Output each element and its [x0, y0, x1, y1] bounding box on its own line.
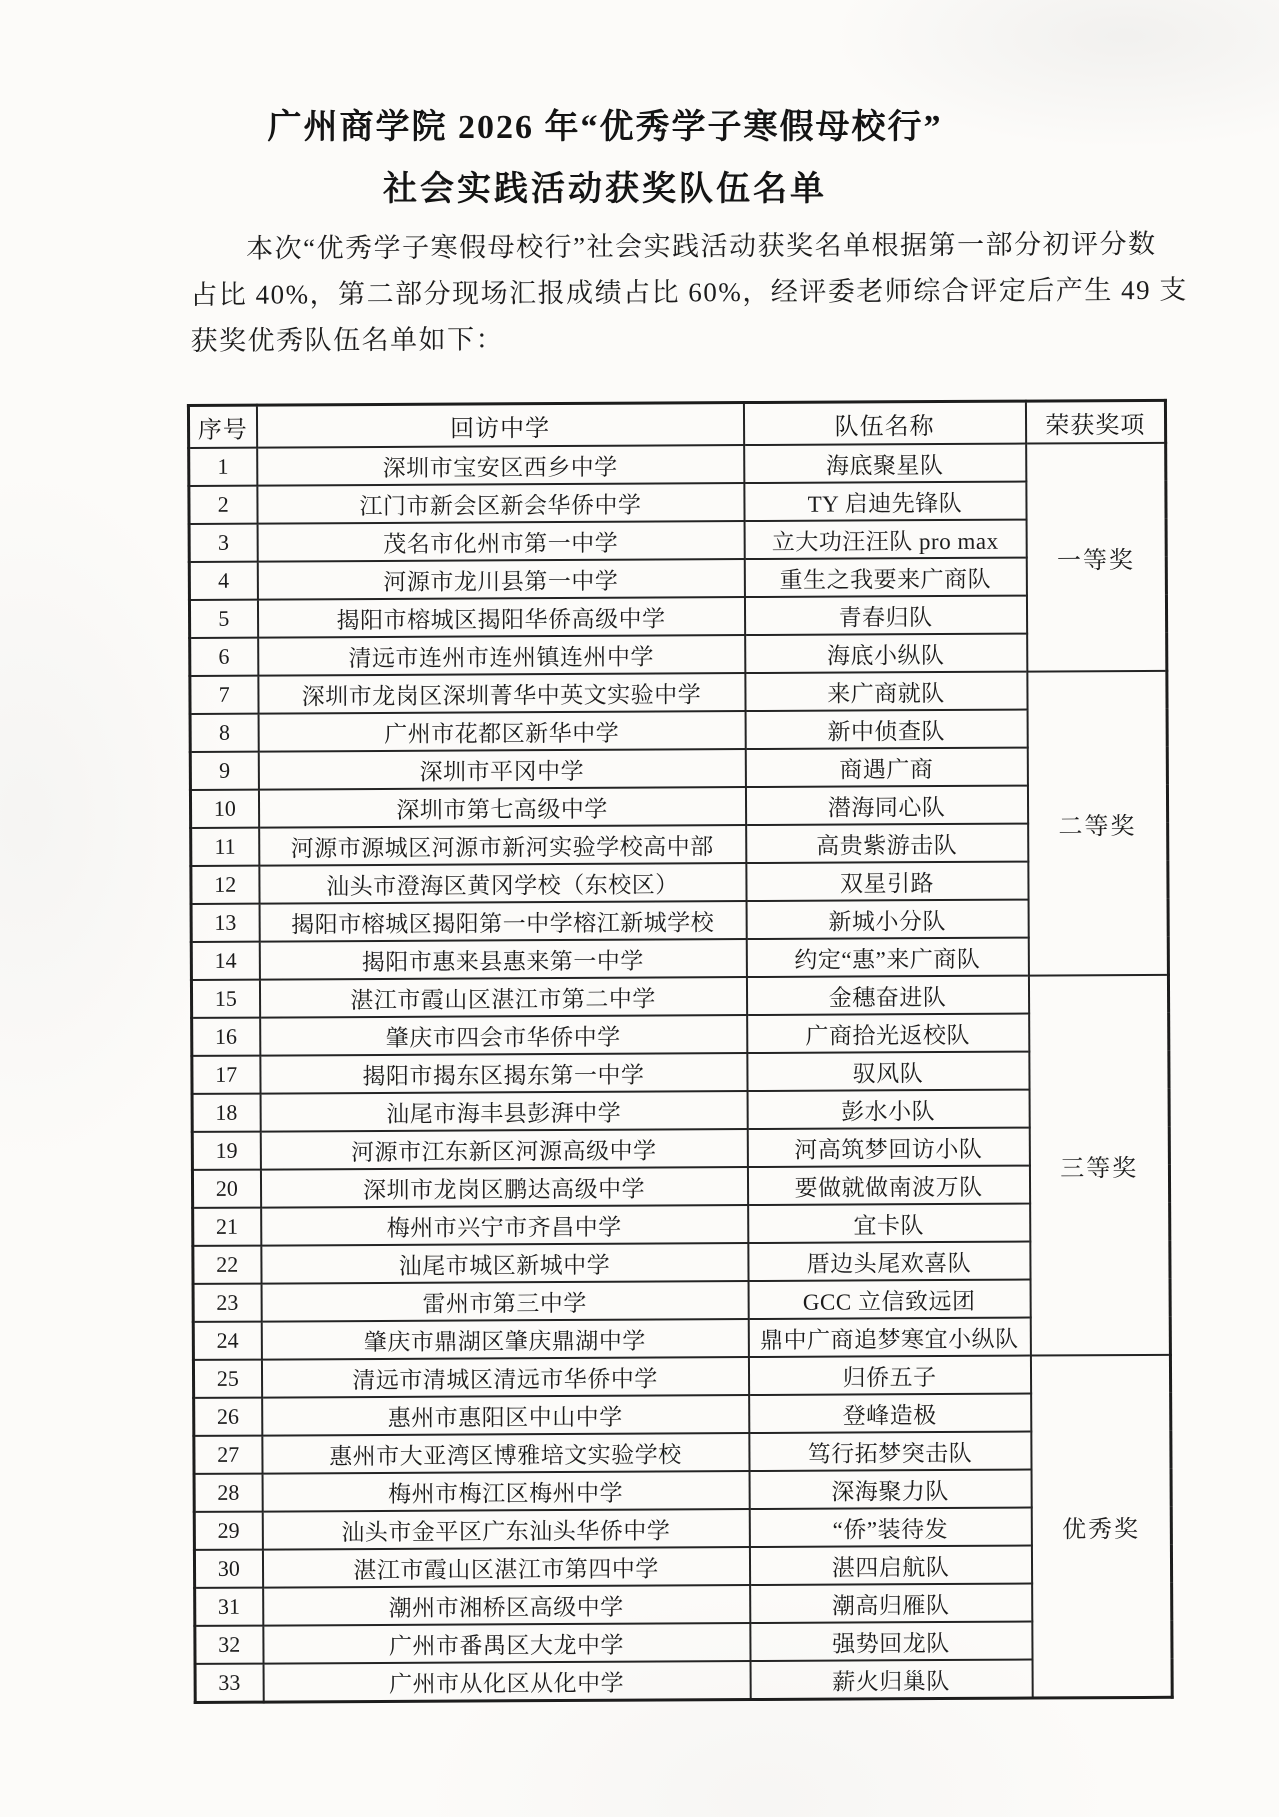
document-title-line2: 社会实践活动获奖队伍名单 — [383, 171, 827, 208]
school-cell: 深圳市第七高级中学 — [258, 787, 745, 828]
column-header-school: 回访中学 — [256, 403, 743, 448]
school-cell: 深圳市平冈中学 — [258, 749, 745, 790]
table-row — [192, 1127, 1169, 1170]
award-cell: 二等奖 — [1027, 671, 1169, 976]
table-row — [190, 785, 1167, 828]
team-cell: 海底聚星队 — [744, 444, 1026, 483]
row-number-cell: 30 — [194, 1550, 262, 1588]
row-number-cell: 32 — [195, 1626, 263, 1664]
team-cell: 新城小分队 — [746, 900, 1028, 939]
school-cell: 河源市龙川县第一中学 — [257, 559, 744, 600]
row-number-cell: 9 — [190, 752, 258, 790]
row-number-cell: 24 — [193, 1322, 261, 1360]
school-cell: 揭阳市榕城区揭阳华侨高级中学 — [257, 597, 744, 638]
table-row — [189, 481, 1166, 524]
team-cell: 要做就做南波万队 — [747, 1166, 1029, 1205]
school-cell: 江门市新会区新会华侨中学 — [257, 483, 744, 524]
team-cell: 登峰造极 — [749, 1394, 1031, 1433]
team-cell: 商遇广商 — [745, 748, 1027, 787]
row-number-cell: 26 — [194, 1398, 262, 1436]
team-cell: 重生之我要来广商队 — [744, 558, 1026, 597]
school-cell: 深圳市龙岗区鹏达高级中学 — [260, 1167, 747, 1208]
column-header-index: 序号 — [188, 405, 256, 448]
row-number-cell: 17 — [192, 1056, 260, 1094]
row-number-cell: 20 — [192, 1170, 260, 1208]
table-row — [192, 1089, 1169, 1132]
row-number-cell: 28 — [194, 1474, 262, 1512]
school-cell: 潮州市湘桥区高级中学 — [263, 1585, 750, 1626]
document-title-line1: 广州商学院 2026 年“优秀学子寒假母校行” — [267, 109, 943, 146]
school-cell: 湛江市霞山区湛江市第四中学 — [262, 1547, 749, 1588]
school-cell: 湛江市霞山区湛江市第二中学 — [259, 977, 746, 1018]
table-row — [194, 1469, 1171, 1512]
table-row — [189, 519, 1166, 562]
team-cell: 高贵紫游击队 — [746, 824, 1028, 863]
table-row — [191, 861, 1168, 904]
school-cell: 肇庆市鼎湖区肇庆鼎湖中学 — [261, 1319, 748, 1360]
table-row — [193, 1317, 1170, 1360]
team-cell: 深海聚力队 — [749, 1470, 1031, 1509]
school-cell: 梅州市兴宁市齐昌中学 — [261, 1205, 748, 1246]
row-number-cell: 11 — [191, 828, 259, 866]
team-cell: 金穗奋进队 — [746, 976, 1028, 1015]
intro-paragraph-line: 本次“优秀学子寒假母校行”社会实践活动获奖名单根据第一部分初评分数 — [246, 228, 1157, 264]
school-cell: 广州市花都区新华中学 — [258, 711, 745, 752]
team-cell: 归侨五子 — [748, 1356, 1030, 1395]
school-cell: 河源市源城区河源市新河实验学校高中部 — [259, 825, 746, 866]
school-cell: 深圳市宝安区西乡中学 — [257, 445, 744, 486]
row-number-cell: 2 — [189, 486, 257, 524]
school-cell: 广州市番禺区大龙中学 — [263, 1623, 750, 1664]
table-row — [192, 1013, 1169, 1056]
school-cell: 河源市江东新区河源高级中学 — [260, 1129, 747, 1170]
team-cell: 双星引路 — [746, 862, 1028, 901]
team-cell: GCC 立信致远团 — [748, 1280, 1030, 1319]
team-cell: “侨”装待发 — [749, 1508, 1031, 1547]
school-cell: 梅州市梅江区梅州中学 — [262, 1471, 749, 1512]
table-row — [191, 899, 1168, 942]
document-title-block — [190, 106, 1020, 212]
award-table — [187, 399, 1174, 1704]
row-number-cell: 15 — [191, 980, 259, 1018]
award-cell: 三等奖 — [1028, 975, 1170, 1356]
team-cell: 薪火归巢队 — [750, 1660, 1032, 1700]
table-row — [193, 1355, 1170, 1398]
team-cell: 青春归队 — [744, 596, 1026, 635]
team-cell: 驭风队 — [747, 1052, 1029, 1091]
table-row — [191, 975, 1168, 1018]
table-row — [189, 557, 1166, 600]
school-cell: 揭阳市惠来县惠来第一中学 — [259, 939, 746, 980]
column-header-award: 荣获奖项 — [1025, 400, 1165, 443]
school-cell: 茂名市化州市第一中学 — [257, 521, 744, 562]
team-cell: 强势回龙队 — [750, 1622, 1032, 1661]
table-row — [192, 1165, 1169, 1208]
row-number-cell: 22 — [193, 1246, 261, 1284]
row-number-cell: 25 — [193, 1360, 261, 1398]
table-row — [195, 1583, 1172, 1626]
row-number-cell: 23 — [193, 1284, 261, 1322]
team-cell: 彭水小队 — [747, 1090, 1029, 1129]
row-number-cell: 8 — [190, 714, 258, 752]
row-number-cell: 18 — [192, 1094, 260, 1132]
table-row — [194, 1393, 1171, 1436]
row-number-cell: 10 — [190, 790, 258, 828]
intro-paragraph — [190, 221, 1188, 364]
school-cell: 清远市连州市连州镇连州中学 — [258, 635, 745, 676]
school-cell: 肇庆市四会市华侨中学 — [260, 1015, 747, 1056]
school-cell: 汕尾市城区新城中学 — [261, 1243, 748, 1284]
school-cell: 汕尾市海丰县彭湃中学 — [260, 1091, 747, 1132]
column-header-team: 队伍名称 — [743, 401, 1025, 445]
school-cell: 揭阳市揭东区揭东第一中学 — [260, 1053, 747, 1094]
school-cell: 雷州市第三中学 — [261, 1281, 748, 1322]
team-cell: 来广商就队 — [745, 672, 1027, 711]
table-row — [193, 1279, 1170, 1322]
table-row — [195, 1621, 1172, 1664]
school-cell: 揭阳市榕城区揭阳第一中学榕江新城学校 — [259, 901, 746, 942]
school-cell: 汕头市澄海区黄冈学校（东校区） — [259, 863, 746, 904]
row-number-cell: 6 — [190, 638, 258, 676]
table-row — [194, 1507, 1171, 1550]
table-row — [193, 1203, 1170, 1246]
school-cell: 惠州市大亚湾区博雅培文实验学校 — [262, 1433, 749, 1474]
table-row — [194, 1431, 1171, 1474]
team-cell: 厝边头尾欢喜队 — [748, 1242, 1030, 1281]
table-row — [191, 937, 1168, 980]
table-row — [193, 1241, 1170, 1284]
table-row — [191, 823, 1168, 866]
team-cell: 广商拾光返校队 — [747, 1014, 1029, 1053]
award-table-body — [189, 443, 1173, 1703]
school-cell: 深圳市龙岗区深圳菁华中英文实验中学 — [258, 673, 745, 714]
table-header-row — [188, 400, 1165, 448]
school-cell: 惠州市惠阳区中山中学 — [262, 1395, 749, 1436]
team-cell: 立大功汪汪队 pro max — [744, 520, 1026, 559]
row-number-cell: 21 — [193, 1208, 261, 1246]
row-number-cell: 33 — [195, 1664, 263, 1703]
team-cell: 新中侦查队 — [745, 710, 1027, 749]
team-cell: 笃行拓梦突击队 — [749, 1432, 1031, 1471]
school-cell: 广州市从化区从化中学 — [263, 1661, 750, 1702]
row-number-cell: 16 — [192, 1018, 260, 1056]
table-row — [189, 443, 1166, 486]
school-cell: 清远市清城区清远市华侨中学 — [261, 1357, 748, 1398]
row-number-cell: 7 — [190, 676, 258, 714]
document-body — [0, 220, 1279, 1705]
team-cell: 湛四启航队 — [749, 1546, 1031, 1585]
award-cell: 优秀奖 — [1030, 1355, 1172, 1698]
table-row — [194, 1545, 1171, 1588]
intro-paragraph-line: 占比 40%，第二部分现场汇报成绩占比 60%，经评委老师综合评定后产生 49 支 — [190, 274, 1188, 310]
row-number-cell: 5 — [189, 600, 257, 638]
row-number-cell: 14 — [191, 942, 259, 980]
team-cell: TY 启迪先锋队 — [744, 482, 1026, 521]
row-number-cell: 29 — [194, 1512, 262, 1550]
table-row — [190, 747, 1167, 790]
row-number-cell: 27 — [194, 1436, 262, 1474]
team-cell: 鼎中广商追梦寒宜小纵队 — [748, 1318, 1030, 1357]
team-cell: 河高筑梦回访小队 — [747, 1128, 1029, 1167]
row-number-cell: 3 — [189, 524, 257, 562]
table-row — [190, 671, 1167, 714]
row-number-cell: 4 — [189, 562, 257, 600]
team-cell: 潜海同心队 — [745, 786, 1027, 825]
team-cell: 宜卡队 — [748, 1204, 1030, 1243]
row-number-cell: 1 — [189, 448, 257, 486]
table-row — [190, 633, 1167, 676]
row-number-cell: 19 — [192, 1132, 260, 1170]
team-cell: 约定“惠”来广商队 — [746, 938, 1028, 977]
table-row — [189, 595, 1166, 638]
school-cell: 汕头市金平区广东汕头华侨中学 — [262, 1509, 749, 1550]
row-number-cell: 31 — [195, 1588, 263, 1626]
intro-paragraph-line: 获奖优秀队伍名单如下： — [190, 324, 505, 356]
team-cell: 海底小纵队 — [745, 634, 1027, 673]
team-cell: 潮高归雁队 — [750, 1584, 1032, 1623]
table-row — [190, 709, 1167, 752]
table-row — [195, 1659, 1172, 1703]
table-row — [192, 1051, 1169, 1094]
row-number-cell: 13 — [191, 904, 259, 942]
award-cell: 一等奖 — [1026, 443, 1167, 672]
row-number-cell: 12 — [191, 866, 259, 904]
